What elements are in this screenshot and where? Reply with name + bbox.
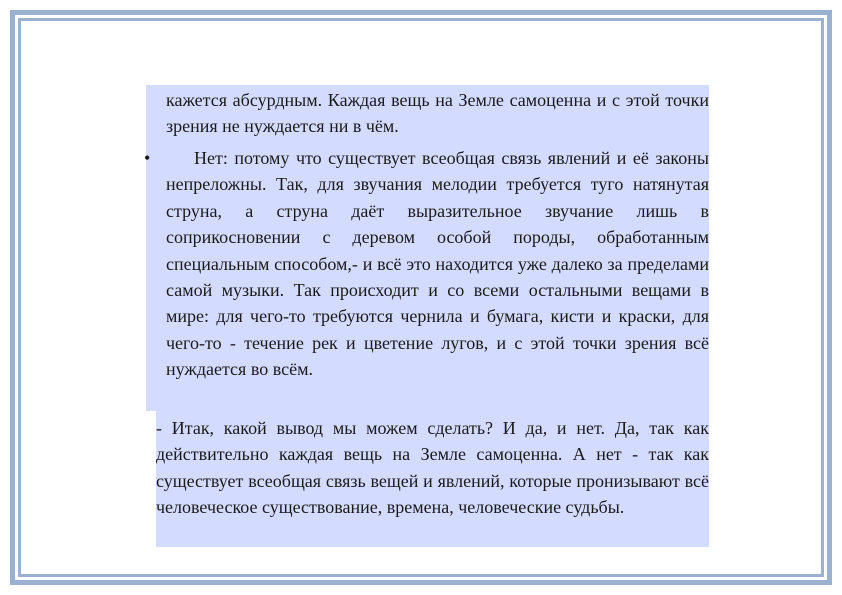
text-block-conclusion xyxy=(156,411,709,547)
paragraph-continuation: кажется абсурдным. Каждая вещь на Земле самоценна и с этой точки зрения не нуждается ни в чём. xyxy=(166,90,709,137)
paragraph-bullet: Нет: потому что существует всеобщая связь явлений и её законы непреложны. Так, для звучания мелодии требуется туго натянутая струна, а струна даёт выразительное звучание лишь в соприкосновении с деревом особой породы, обработанным специальным способом,- и всё это находится уже далеко за пределами самой музыки. Так происходит и со всеми остальными вещами в мире: для чего-то требуются чернила и бумага, кисти и краски, для чего-то - течение рек и цветение лугов, и с этой точки зрения всё нуждается во всём. xyxy=(166,148,709,380)
paragraph-conclusion: - Итак, какой вывод мы можем сделать? И да, и нет. Да, так как действительно каждая вещь на Земле самоценна. А нет - так как существует всеобщая связь вещей и явлений, которые пронизывают всё человеческое существование, времена, человеческие судьбы. xyxy=(156,418,709,518)
bullet-marker: • xyxy=(144,148,151,168)
text-block-bullet xyxy=(146,141,709,411)
text-block-continuation xyxy=(146,85,709,141)
